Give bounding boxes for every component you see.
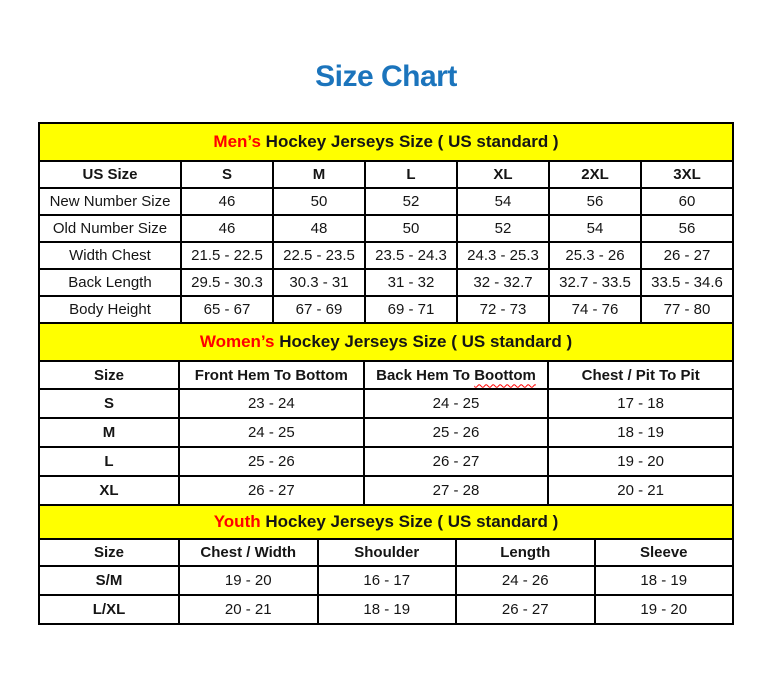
cell: 77 - 80 [641, 296, 733, 323]
col-header-text: Back Hem To [376, 366, 475, 384]
cell: 21.5 - 22.5 [181, 242, 273, 269]
row-label: L [39, 447, 179, 476]
cell: 54 [549, 215, 641, 242]
cell: 32 - 32.7 [457, 269, 549, 296]
youth-section-title-highlight: Youth [213, 512, 261, 531]
youth-section-header [39, 505, 733, 539]
cell: 50 [273, 188, 365, 215]
cell: 24 - 25 [364, 389, 549, 418]
youth-section-title [39, 505, 733, 539]
youth-section-title-rest: Hockey Jerseys Size ( US standard ) [260, 512, 559, 531]
row-label: Back Length [39, 269, 181, 296]
cell: 19 - 20 [179, 566, 318, 595]
cell: 33.5 - 34.6 [641, 269, 733, 296]
row-label: S [39, 389, 179, 418]
col-header: Size [39, 539, 179, 566]
table-row [39, 242, 733, 269]
cell: 18 - 19 [548, 418, 733, 447]
col-header: Chest / Width [179, 539, 318, 566]
womens-size-table [38, 322, 734, 506]
table-row [39, 215, 733, 242]
cell: 19 - 20 [548, 447, 733, 476]
mens-section-title-highlight: Men’s [213, 132, 261, 151]
table-row [39, 476, 733, 505]
cell: 26 - 27 [641, 242, 733, 269]
col-header: Length [456, 539, 595, 566]
col-header: Shoulder [318, 539, 457, 566]
cell: 24 - 25 [179, 418, 364, 447]
row-label: S/M [39, 566, 179, 595]
cell: 26 - 27 [364, 447, 549, 476]
cell: 74 - 76 [549, 296, 641, 323]
womens-section-title-highlight: Women’s [199, 332, 275, 351]
cell: 25.3 - 26 [549, 242, 641, 269]
col-header: Front Hem To Bottom [179, 361, 364, 389]
cell: 26 - 27 [456, 595, 595, 624]
col-header: 3XL [641, 161, 733, 188]
cell: 72 - 73 [457, 296, 549, 323]
cell: 52 [457, 215, 549, 242]
row-label: Old Number Size [39, 215, 181, 242]
cell: 24.3 - 25.3 [457, 242, 549, 269]
table-row [39, 188, 733, 215]
table-row [39, 296, 733, 323]
cell: 46 [181, 215, 273, 242]
cell: 60 [641, 188, 733, 215]
misspelled-word: Boottom [474, 366, 536, 384]
mens-column-header-row [39, 161, 733, 188]
mens-section-title [39, 123, 733, 161]
cell: 52 [365, 188, 457, 215]
cell: 18 - 19 [318, 595, 457, 624]
cell: 20 - 21 [179, 595, 318, 624]
table-row [39, 389, 733, 418]
cell: 20 - 21 [548, 476, 733, 505]
mens-section-header [39, 123, 733, 161]
col-header: Size [39, 361, 179, 389]
table-row [39, 566, 733, 595]
cell: 50 [365, 215, 457, 242]
cell: 18 - 19 [595, 566, 734, 595]
table-row [39, 447, 733, 476]
row-label: New Number Size [39, 188, 181, 215]
row-label: XL [39, 476, 179, 505]
cell: 19 - 20 [595, 595, 734, 624]
womens-section-title [39, 323, 733, 361]
womens-column-header-row [39, 361, 733, 389]
cell: 56 [641, 215, 733, 242]
cell: 17 - 18 [548, 389, 733, 418]
mens-size-table [38, 122, 734, 324]
cell: 26 - 27 [179, 476, 364, 505]
cell: 65 - 67 [181, 296, 273, 323]
row-label: L/XL [39, 595, 179, 624]
col-header: Sleeve [595, 539, 734, 566]
page-title: Size Chart [315, 60, 457, 93]
mens-section-title-rest: Hockey Jerseys Size ( US standard ) [260, 132, 559, 151]
row-label: M [39, 418, 179, 447]
cell: 69 - 71 [365, 296, 457, 323]
col-header: Chest / Pit To Pit [548, 361, 733, 389]
col-header: L [365, 161, 457, 188]
womens-section-title-rest: Hockey Jerseys Size ( US standard ) [274, 332, 573, 351]
cell: 29.5 - 30.3 [181, 269, 273, 296]
cell: 32.7 - 33.5 [549, 269, 641, 296]
youth-column-header-row [39, 539, 733, 566]
cell: 22.5 - 23.5 [273, 242, 365, 269]
youth-size-table [38, 504, 734, 625]
col-header [364, 361, 549, 389]
table-row [39, 269, 733, 296]
cell: 46 [181, 188, 273, 215]
cell: 16 - 17 [318, 566, 457, 595]
col-header: XL [457, 161, 549, 188]
cell: 23.5 - 24.3 [365, 242, 457, 269]
col-header: 2XL [549, 161, 641, 188]
cell: 67 - 69 [273, 296, 365, 323]
womens-section-header [39, 323, 733, 361]
row-label: Body Height [39, 296, 181, 323]
cell: 27 - 28 [364, 476, 549, 505]
col-header: M [273, 161, 365, 188]
table-row [39, 418, 733, 447]
cell: 25 - 26 [364, 418, 549, 447]
size-chart-tables [38, 122, 734, 625]
cell: 25 - 26 [179, 447, 364, 476]
cell: 24 - 26 [456, 566, 595, 595]
cell: 48 [273, 215, 365, 242]
cell: 54 [457, 188, 549, 215]
cell: 23 - 24 [179, 389, 364, 418]
col-header: US Size [39, 161, 181, 188]
row-label: Width Chest [39, 242, 181, 269]
cell: 56 [549, 188, 641, 215]
col-header: S [181, 161, 273, 188]
cell: 31 - 32 [365, 269, 457, 296]
table-row [39, 595, 733, 624]
cell: 30.3 - 31 [273, 269, 365, 296]
